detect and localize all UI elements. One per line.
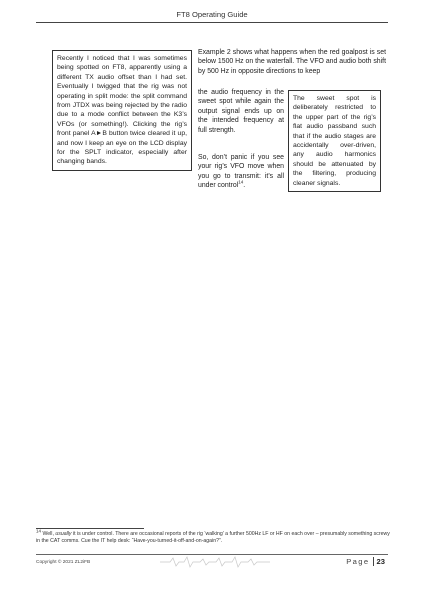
page-number-value: 23 [376, 557, 385, 566]
body-paragraph-2-text: the audio frequency in the sweet spot while again the output signal ends up on the intended frequency at full strength. [198, 89, 284, 134]
body-paragraph-3-end: . [243, 182, 246, 190]
waveform-watermark-icon [160, 555, 270, 569]
footnote-emphasis: usually [55, 531, 72, 537]
footer-copyright [36, 560, 90, 565]
page-separator [373, 557, 388, 566]
copyright-text: Copyright © 2021 ZL2iFB [36, 560, 91, 565]
body-paragraph-2 [198, 88, 284, 135]
footnote-number: 14 [36, 528, 42, 534]
page-header [36, 10, 388, 23]
page-label: Page [346, 557, 370, 566]
footnote [36, 528, 392, 545]
body-paragraph-1 [198, 48, 386, 76]
sidebar-note-text: Recently I noticed that I was sometimes being spotted on FT8, apparently using a different TX audio offset than I had set. Eventually I twigged that the rig was not operating in split mode: the split command from JTDX was being rejected by the radio due to a mode conflict between the K3’s VFOs (or something!). Clicking the rig’s front panel A►B button twice cleared it up, and now I keep an eye on the LCD display for the SPLT indicator, especially after changing bands. [57, 55, 187, 166]
footnote-reference[interactable]: 14 [238, 179, 244, 185]
footnote-text-before: Well, [41, 531, 56, 537]
footnote-divider [36, 528, 144, 529]
sidebar-note-box [52, 50, 192, 171]
page-number [346, 557, 388, 566]
body-paragraph-3 [198, 153, 284, 191]
callout-box [288, 90, 381, 192]
callout-text: The sweet spot is deliberately restricted to the upper part of the rig’s flat audio passband such that if the audio stages are accidentally over-driven, any audio harmonics should be attenuated by the filtering, producing cleaner signals. [293, 95, 376, 187]
body-paragraph-3-text: So, don’t panic if you see your rig’s VFO move when you go to transmit: it’s all under control [198, 154, 284, 190]
body-paragraph-1-text: Example 2 shows what happens when the red goalpost is set below 1500 Hz on the waterfall. The VFO and audio both shift by 500 Hz in opposite directions to keep [198, 49, 386, 75]
page-header-title: FT8 Operating Guide [176, 10, 248, 19]
footnote-text-after: it is under control. There are occasional reports of the rig ‘walking’ a further 500Hz LF or HF on each over – presumably something screwy in the CAT comms. Cue the IT help desk: “Have-you-turned-it-off-and-on-again?”. [36, 531, 390, 544]
